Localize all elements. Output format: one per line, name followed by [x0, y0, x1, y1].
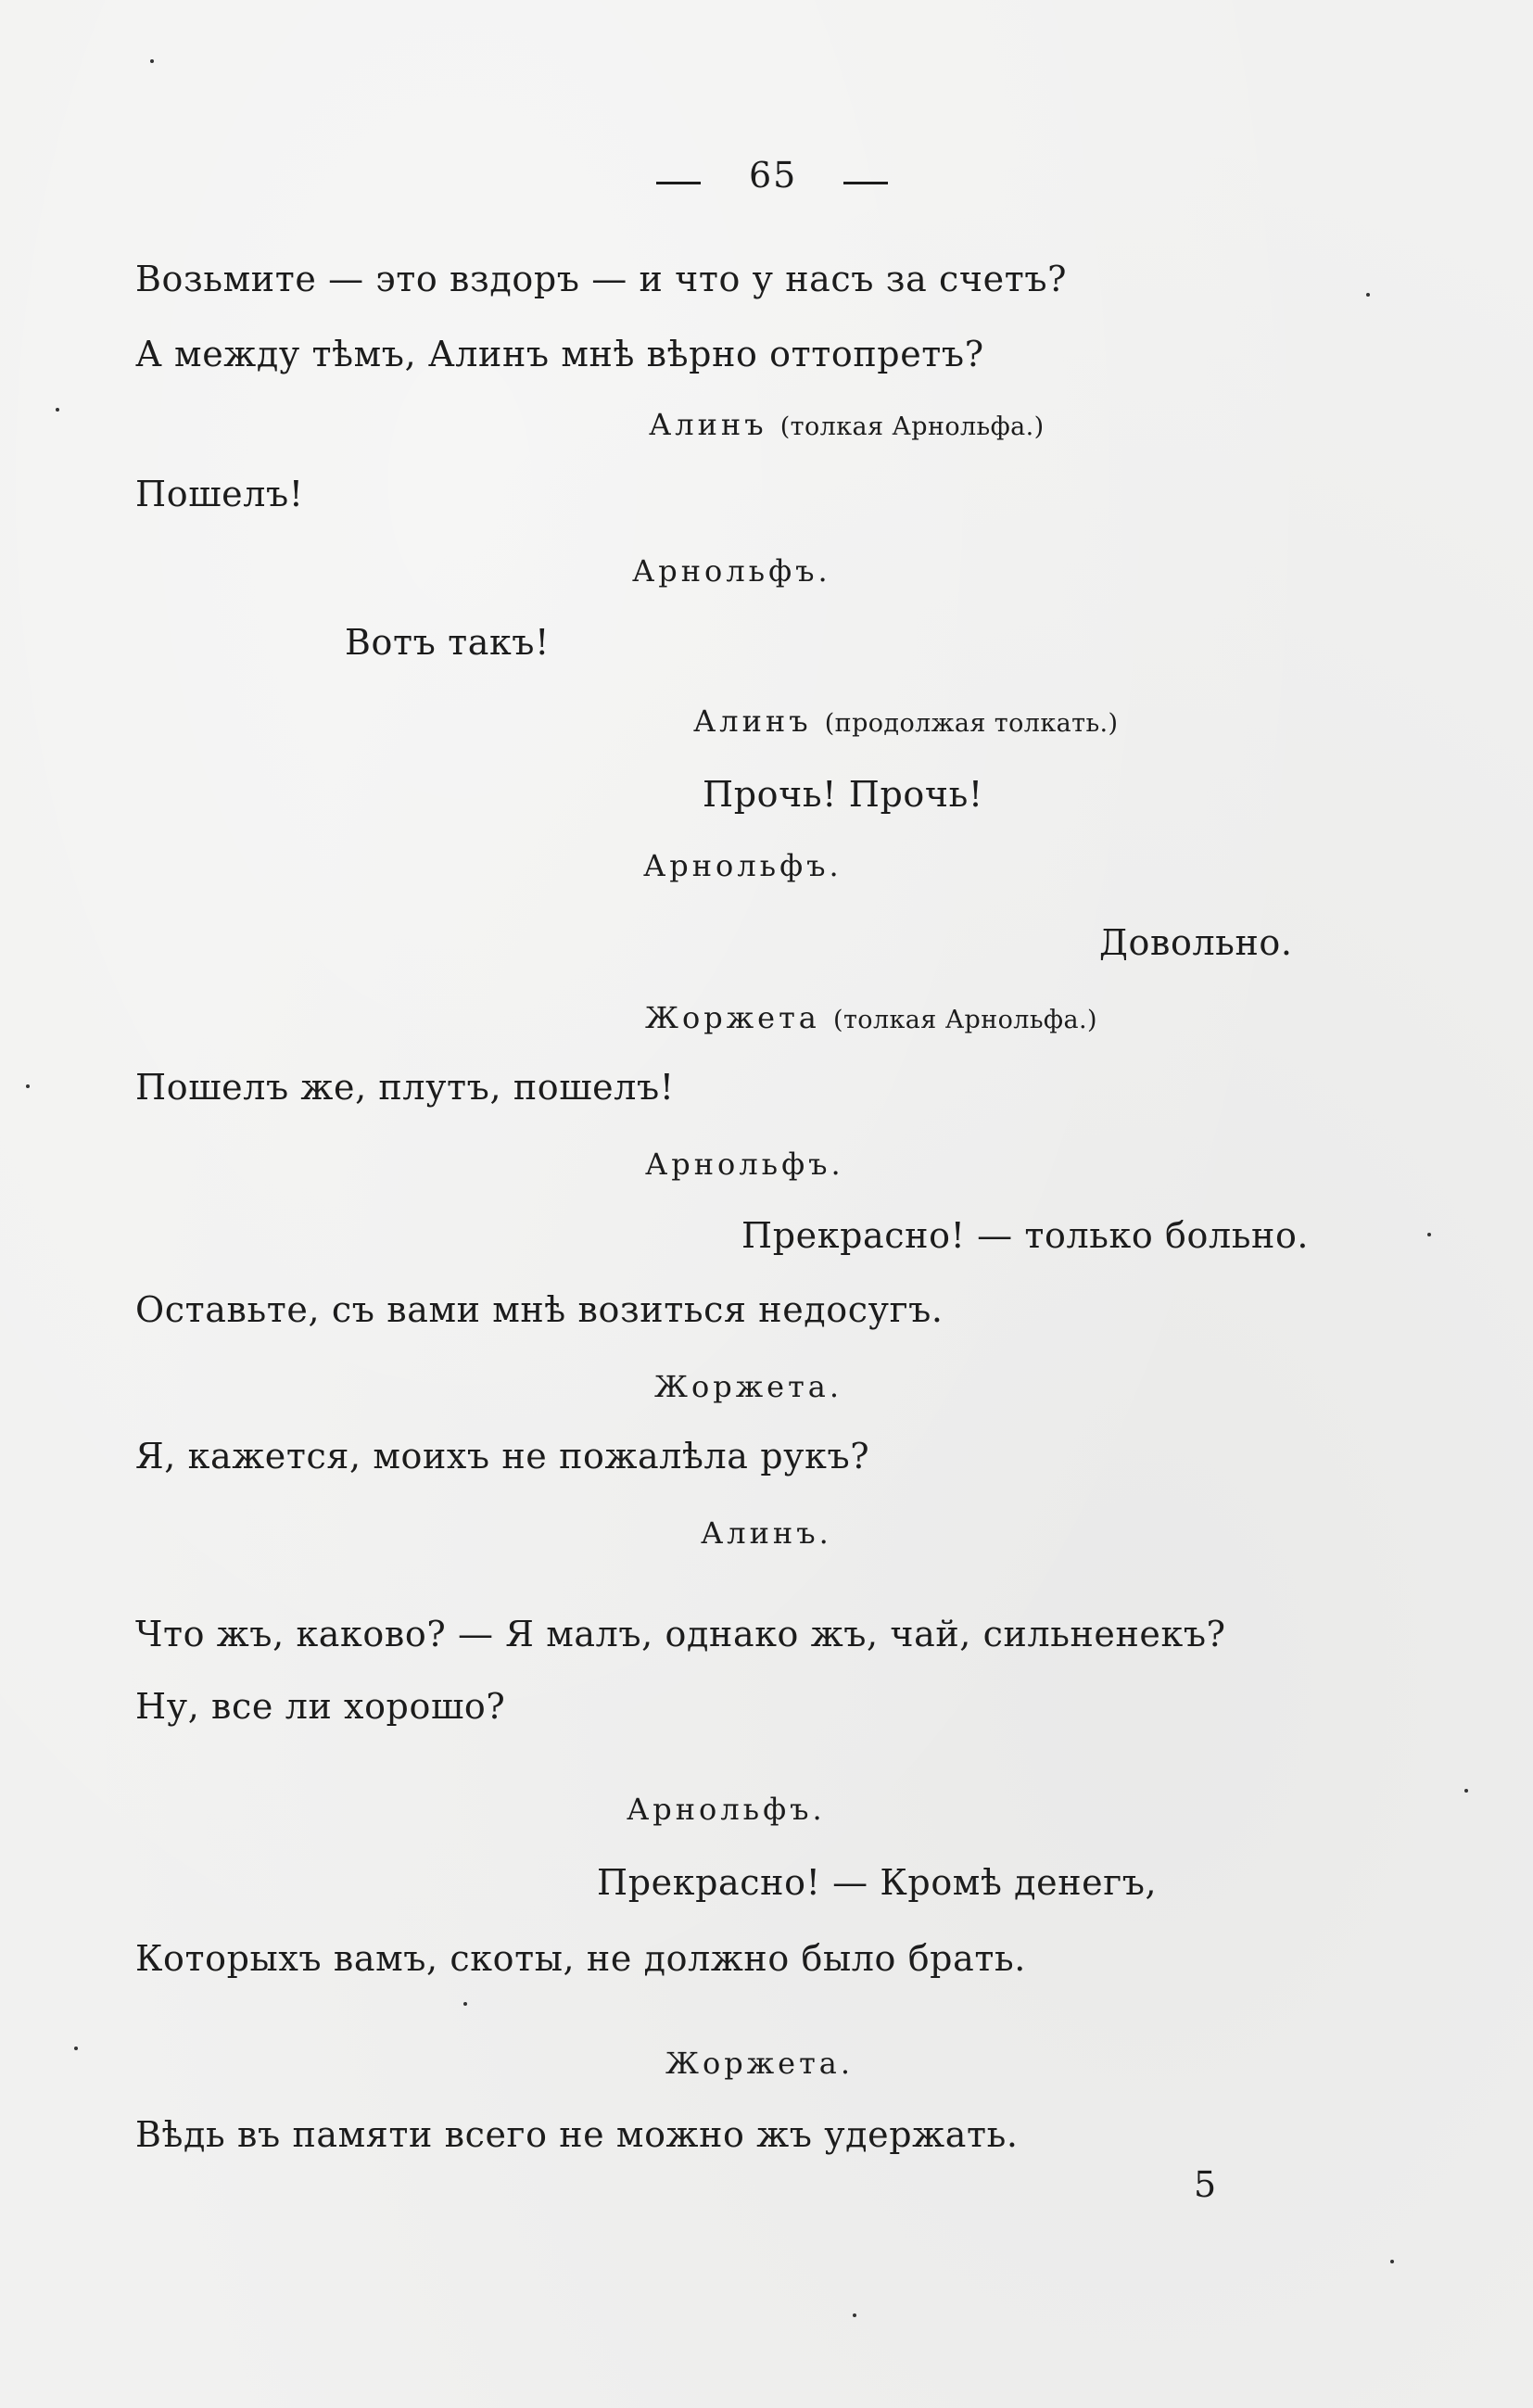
verse-line: А между тѣмъ, Алинъ мнѣ вѣрно оттопретъ? — [135, 334, 984, 374]
speaker-heading — [645, 1144, 844, 1185]
verse-line: Я, кажется, моихъ не пожалѣла рукъ? — [135, 1436, 870, 1476]
paper-speck — [853, 2313, 856, 2317]
verse-line: Которыхъ вамъ, скоты, не должно было брать. — [135, 1938, 1026, 1979]
paper-speck — [1427, 1233, 1431, 1236]
verse-line: Оставьте, съ вами мнѣ возиться недосугъ. — [135, 1289, 944, 1330]
speaker-name: Алинъ — [649, 407, 767, 442]
speaker-heading — [654, 1366, 843, 1407]
speaker-heading — [643, 845, 843, 886]
verse-line: Пошелъ! — [135, 474, 304, 514]
verse-line: Прочь! Прочь! — [703, 774, 983, 815]
verse-line: Довольно. — [1099, 922, 1293, 963]
verse-line: Что жъ, каково? — Я малъ, однако жъ, чай, сильненекъ? — [135, 1614, 1226, 1654]
verse-line: Вѣдь въ памяти всего не можно жъ удержать. — [135, 2114, 1019, 2155]
paper-speck — [150, 59, 154, 63]
header-dash-right — [843, 182, 888, 184]
verse-line: Вотъ такъ! — [345, 622, 550, 663]
speaker-name: Жоржета. — [654, 1369, 843, 1404]
speaker-heading — [693, 701, 1118, 744]
paper-speck — [1464, 1789, 1468, 1793]
speaker-name: Арнольфъ. — [645, 1147, 844, 1182]
paper-speck — [74, 2047, 78, 2050]
speaker-name: Алинъ — [693, 703, 812, 739]
verse-line: Ну, все ли хорошо? — [135, 1686, 506, 1727]
speaker-name: Жоржета — [645, 1000, 820, 1035]
verse-line: Прекрасно! — Кромѣ денегъ, — [597, 1862, 1158, 1903]
paper-speck — [1366, 293, 1370, 297]
paper-speck — [26, 1084, 30, 1088]
stage-direction: (продолжая толкать.) — [824, 709, 1119, 738]
header-dash-left — [656, 182, 701, 184]
speaker-heading — [649, 404, 1045, 448]
speaker-heading — [645, 997, 1097, 1041]
verse-line: Пошелъ же, плутъ, пошелъ! — [135, 1067, 675, 1108]
speaker-name: Алинъ. — [701, 1515, 832, 1551]
speaker-name: Жоржета. — [665, 2046, 855, 2081]
stage-direction: (толкая Арнольфа.) — [779, 412, 1045, 441]
page-number: 65 — [749, 155, 798, 196]
paper-speck — [56, 408, 59, 412]
signature-mark: 5 — [1194, 2164, 1219, 2205]
verse-line: Прекрасно! — только больно. — [741, 1215, 1310, 1256]
speaker-name: Арнольфъ. — [627, 1792, 826, 1827]
speaker-name: Арнольфъ. — [632, 553, 831, 589]
speaker-heading — [632, 551, 831, 591]
paper-speck — [463, 2002, 467, 2006]
verse-line: Возьмите — это вздоръ — и что у насъ за счетъ? — [135, 259, 1068, 299]
speaker-heading — [701, 1513, 832, 1553]
speaker-heading — [665, 2043, 854, 2084]
stage-direction: (толкая Арнольфа.) — [833, 1006, 1097, 1034]
speaker-name: Арнольфъ. — [643, 848, 843, 883]
paper-speck — [1390, 2260, 1394, 2263]
speaker-heading — [627, 1789, 826, 1830]
